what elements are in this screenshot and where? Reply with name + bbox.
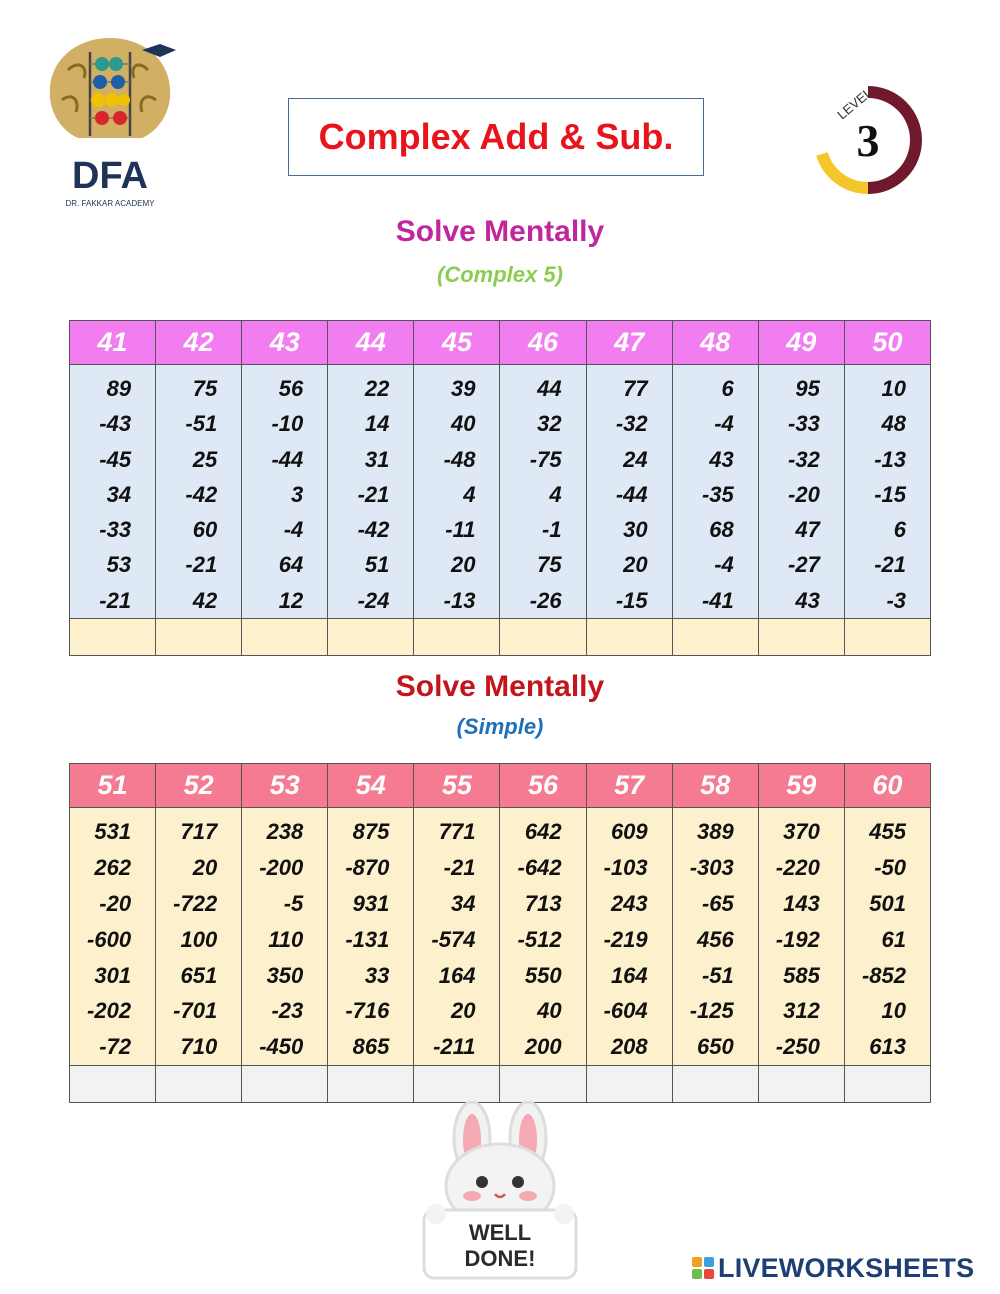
problem-value: 350	[266, 962, 304, 988]
problem-column	[70, 365, 156, 619]
table1-header-row	[70, 321, 931, 365]
problem-value: 713	[524, 890, 562, 916]
problem-number: 48	[672, 321, 758, 365]
brain-abacus-icon	[50, 38, 176, 138]
answer-cell[interactable]	[844, 619, 930, 656]
problem-value: -219	[603, 926, 648, 952]
problem-column	[414, 365, 500, 619]
problem-value: 10	[881, 998, 906, 1024]
problem-column	[328, 365, 414, 619]
logo-caption: DR. FAKKAR ACADEMY	[65, 199, 155, 208]
problem-value: -202	[87, 998, 132, 1024]
problem-value: -41	[701, 587, 734, 613]
problem-value: 650	[697, 1034, 734, 1060]
answer-cell[interactable]	[758, 1066, 844, 1103]
problem-number: 41	[70, 321, 156, 365]
answer-input-58[interactable]	[673, 1066, 758, 1102]
problem-value: -125	[689, 998, 734, 1024]
problem-column	[844, 808, 930, 1066]
problem-value: -211	[433, 1034, 476, 1060]
problem-number: 58	[672, 764, 758, 808]
problem-value: -15	[615, 587, 648, 613]
answer-cell[interactable]	[672, 1066, 758, 1103]
answer-cell[interactable]	[242, 1066, 328, 1103]
problem-value: 75	[192, 376, 218, 401]
problem-value: 43	[795, 587, 820, 613]
problem-value: -35	[701, 481, 734, 507]
problem-value: -50	[874, 854, 906, 880]
problem-value: -33	[788, 411, 820, 437]
problem-value: 56	[278, 376, 304, 401]
problem-value: -26	[529, 587, 562, 613]
problem-value: 550	[524, 962, 562, 988]
problem-value: 208	[610, 1034, 648, 1060]
problem-value: -13	[874, 446, 906, 472]
problem-value: 33	[364, 962, 390, 988]
problem-number: 56	[500, 764, 586, 808]
problem-value: 100	[180, 926, 218, 952]
problem-column	[70, 808, 156, 1066]
problem-value: 32	[537, 411, 562, 437]
answer-input-56[interactable]	[500, 1066, 585, 1102]
simple-problems-table	[69, 763, 931, 1103]
problem-value: -11	[445, 517, 476, 543]
problem-value: -722	[173, 890, 218, 916]
problem-value: -21	[443, 854, 476, 880]
problem-value: 34	[106, 481, 132, 507]
answer-input-51[interactable]	[70, 1066, 155, 1102]
answer-cell[interactable]	[758, 619, 844, 656]
problem-value: -13	[443, 587, 476, 613]
problem-value: 39	[450, 376, 476, 401]
problem-value: -701	[173, 998, 218, 1024]
liveworksheets-logo-icon	[692, 1257, 714, 1279]
problem-number: 52	[156, 764, 242, 808]
liveworksheets-brand	[692, 1252, 974, 1284]
problem-value: 12	[278, 587, 304, 613]
problem-value: -4	[714, 552, 734, 578]
well-done-bunny-sticker	[410, 1100, 590, 1282]
section1-heading: Solve Mentally	[395, 215, 605, 248]
sticker-line2: DONE!	[464, 1246, 536, 1271]
problem-value: -42	[357, 517, 390, 543]
problem-value: 613	[869, 1034, 906, 1060]
problem-value: -600	[87, 926, 132, 952]
problem-column	[414, 808, 500, 1066]
problem-value: 51	[364, 552, 390, 578]
problem-value: -131	[345, 926, 390, 952]
problem-value: 20	[450, 552, 476, 578]
problem-value: -450	[259, 1034, 304, 1060]
answer-input-59[interactable]	[759, 1066, 844, 1102]
answer-input-48[interactable]	[673, 619, 758, 655]
problem-column	[156, 365, 242, 619]
problem-value: 312	[783, 998, 820, 1024]
problem-value: 64	[278, 552, 304, 578]
table1-numbers-row	[70, 365, 931, 619]
problem-value: 34	[450, 890, 476, 916]
level-number: 3	[856, 115, 880, 166]
answer-input-42[interactable]	[156, 619, 241, 655]
problem-value: 24	[623, 446, 648, 472]
problem-value: 77	[623, 376, 648, 401]
problem-column	[844, 365, 930, 619]
problem-value: -512	[517, 926, 562, 952]
sticker-line1: WELL	[468, 1220, 532, 1245]
problem-value: 238	[266, 819, 304, 844]
problem-value: 585	[783, 962, 820, 988]
problem-number: 60	[844, 764, 930, 808]
problem-value: 53	[106, 552, 132, 578]
problem-value: 31	[364, 446, 390, 472]
complex-problems-table	[69, 320, 931, 656]
problem-value: 501	[869, 890, 906, 916]
problem-value: -75	[529, 446, 562, 472]
answer-cell[interactable]	[586, 619, 672, 656]
problem-value: 301	[94, 962, 132, 988]
problem-value: -51	[185, 411, 218, 437]
problem-column	[586, 808, 672, 1066]
answer-input-53[interactable]	[242, 1066, 327, 1102]
problem-column	[328, 808, 414, 1066]
section2-heading: Solve Mentally	[395, 670, 605, 703]
answer-cell[interactable]	[586, 1066, 672, 1103]
answer-cell[interactable]	[70, 1066, 156, 1103]
problem-value: -24	[357, 587, 390, 613]
problem-value: -4	[714, 411, 734, 437]
problem-value: 43	[709, 446, 734, 472]
problem-value: -23	[271, 998, 304, 1024]
problem-value: 110	[268, 926, 304, 952]
problem-value: -43	[99, 411, 132, 437]
problem-value: 609	[610, 819, 648, 844]
problem-value: 30	[623, 517, 648, 543]
answer-cell[interactable]	[500, 619, 586, 656]
problem-value: 68	[709, 517, 734, 543]
problem-value: -303	[689, 854, 734, 880]
answer-input-55[interactable]	[414, 1066, 499, 1102]
problem-value: 20	[192, 854, 218, 880]
problem-value: 3	[291, 481, 304, 507]
problem-column	[156, 808, 242, 1066]
problem-value: -5	[283, 890, 304, 916]
problem-value: 22	[364, 376, 390, 401]
table2-answer-row	[70, 1066, 931, 1103]
problem-value: 6	[721, 376, 734, 401]
problem-value: 20	[623, 552, 648, 578]
problem-value: -250	[775, 1034, 820, 1060]
problem-value: 164	[438, 962, 476, 988]
problem-value: -1	[542, 517, 562, 543]
problem-value: 25	[192, 446, 218, 472]
answer-cell[interactable]	[414, 619, 500, 656]
problem-value: 370	[783, 819, 820, 844]
problem-value: -33	[99, 517, 132, 543]
problem-value: 456	[697, 926, 734, 952]
table2-numbers-row	[70, 808, 931, 1066]
problem-value: 40	[450, 411, 476, 437]
problem-value: -192	[775, 926, 820, 952]
table1-answer-row	[70, 619, 931, 656]
problem-value: -48	[443, 446, 476, 472]
problem-value: 642	[524, 819, 562, 844]
problem-value: -604	[603, 998, 648, 1024]
problem-value: 717	[180, 819, 218, 844]
problem-value: -72	[99, 1034, 132, 1060]
problem-number: 42	[156, 321, 242, 365]
answer-cell[interactable]	[672, 619, 758, 656]
problem-value: 89	[106, 376, 132, 401]
problem-value: 710	[180, 1034, 218, 1060]
problem-value: -21	[99, 587, 132, 613]
problem-value: 10	[881, 376, 906, 401]
answer-input-49[interactable]	[759, 619, 844, 655]
problem-value: -51	[701, 962, 734, 988]
logo-text: DFA	[72, 155, 148, 197]
problem-value: -20	[99, 890, 132, 916]
problem-number: 53	[242, 764, 328, 808]
problem-value: 865	[352, 1034, 390, 1060]
problem-number: 51	[70, 764, 156, 808]
problem-value: 14	[364, 411, 390, 437]
problem-value: -642	[517, 854, 562, 880]
answer-input-43[interactable]	[242, 619, 327, 655]
problem-value: -3	[886, 587, 906, 613]
problem-value: -21	[357, 481, 390, 507]
table2-header-row	[70, 764, 931, 808]
problem-value: -20	[788, 481, 820, 507]
problem-value: 771	[438, 819, 476, 844]
problem-value: 243	[610, 890, 648, 916]
problem-column	[500, 365, 586, 619]
level-label: LEVEL	[834, 84, 875, 123]
title-text: Complex Add & Sub.	[318, 116, 674, 157]
brand-text: LIVEWORKSHEETS	[718, 1252, 975, 1283]
problem-number: 45	[414, 321, 500, 365]
problem-column	[672, 365, 758, 619]
problem-value: -32	[788, 446, 820, 472]
problem-number: 46	[500, 321, 586, 365]
dfa-academy-logo	[38, 30, 183, 210]
problem-value: 75	[537, 552, 562, 578]
answer-input-45[interactable]	[414, 619, 499, 655]
problem-value: 6	[893, 517, 906, 543]
problem-column	[672, 808, 758, 1066]
problem-value: 164	[610, 962, 648, 988]
problem-value: -65	[701, 890, 734, 916]
problem-value: -716	[345, 998, 390, 1024]
problem-value: 61	[881, 926, 906, 952]
problem-number: 47	[586, 321, 672, 365]
answer-input-57[interactable]	[587, 1066, 672, 1102]
problem-number: 43	[242, 321, 328, 365]
problem-column	[758, 365, 844, 619]
problem-column	[242, 808, 328, 1066]
answer-cell[interactable]	[844, 1066, 930, 1103]
problem-value: -27	[788, 552, 820, 578]
problem-value: -103	[603, 854, 648, 880]
problem-value: -870	[345, 854, 390, 880]
problem-value: 531	[94, 819, 132, 844]
problem-value: 262	[94, 854, 132, 880]
answer-input-46[interactable]	[500, 619, 585, 655]
problem-value: -574	[431, 926, 476, 952]
answer-cell[interactable]	[156, 1066, 242, 1103]
problem-value: -4	[283, 517, 304, 543]
answer-input-60[interactable]	[845, 1066, 930, 1102]
section1-subheading: (Complex 5)	[437, 262, 563, 287]
problem-value: 875	[352, 819, 390, 844]
problem-value: 455	[869, 819, 906, 844]
problem-value: -200	[259, 854, 304, 880]
problem-number: 49	[758, 321, 844, 365]
problem-value: -32	[615, 411, 648, 437]
answer-input-54[interactable]	[328, 1066, 413, 1102]
answer-cell[interactable]	[414, 1066, 500, 1103]
problem-value: 44	[537, 376, 562, 401]
problem-value: -42	[185, 481, 218, 507]
answer-input-44[interactable]	[328, 619, 413, 655]
problem-number: 57	[586, 764, 672, 808]
problem-value: 47	[795, 517, 820, 543]
problem-value: 40	[537, 998, 562, 1024]
problem-column	[242, 365, 328, 619]
problem-value: -21	[185, 552, 218, 578]
answer-input-50[interactable]	[845, 619, 930, 655]
answer-cell[interactable]	[500, 1066, 586, 1103]
answer-cell[interactable]	[242, 619, 328, 656]
problem-value: 42	[192, 587, 218, 613]
worksheet-title	[288, 98, 704, 176]
answer-cell[interactable]	[70, 619, 156, 656]
problem-value: -44	[615, 481, 648, 507]
problem-number: 55	[414, 764, 500, 808]
problem-number: 59	[758, 764, 844, 808]
answer-cell[interactable]	[156, 619, 242, 656]
problem-column	[758, 808, 844, 1066]
section2-subheading: (Simple)	[456, 714, 544, 739]
problem-value: 95	[795, 376, 820, 401]
answer-input-52[interactable]	[156, 1066, 241, 1102]
problem-number: 50	[844, 321, 930, 365]
problem-value: -44	[271, 446, 304, 472]
problem-value: -10	[271, 411, 304, 437]
problem-value: -21	[874, 552, 906, 578]
problem-value: 60	[192, 517, 218, 543]
answer-input-41[interactable]	[70, 619, 155, 655]
answer-cell[interactable]	[328, 619, 414, 656]
problem-value: 4	[463, 481, 476, 507]
problem-number: 44	[328, 321, 414, 365]
problem-number: 54	[328, 764, 414, 808]
problem-value: -852	[861, 962, 906, 988]
problem-value: 651	[180, 962, 218, 988]
level-badge	[808, 80, 928, 200]
problem-column	[500, 808, 586, 1066]
problem-value: -45	[99, 446, 132, 472]
problem-value: 200	[524, 1034, 562, 1060]
answer-cell[interactable]	[328, 1066, 414, 1103]
problem-value: 20	[450, 998, 476, 1024]
problem-column	[586, 365, 672, 619]
problem-value: 931	[352, 890, 390, 916]
problem-value: 48	[881, 411, 906, 437]
answer-input-47[interactable]	[587, 619, 672, 655]
problem-value: -220	[775, 854, 820, 880]
problem-value: 143	[783, 890, 820, 916]
problem-value: -15	[874, 481, 906, 507]
problem-value: 389	[697, 819, 734, 844]
problem-value: 4	[549, 481, 562, 507]
